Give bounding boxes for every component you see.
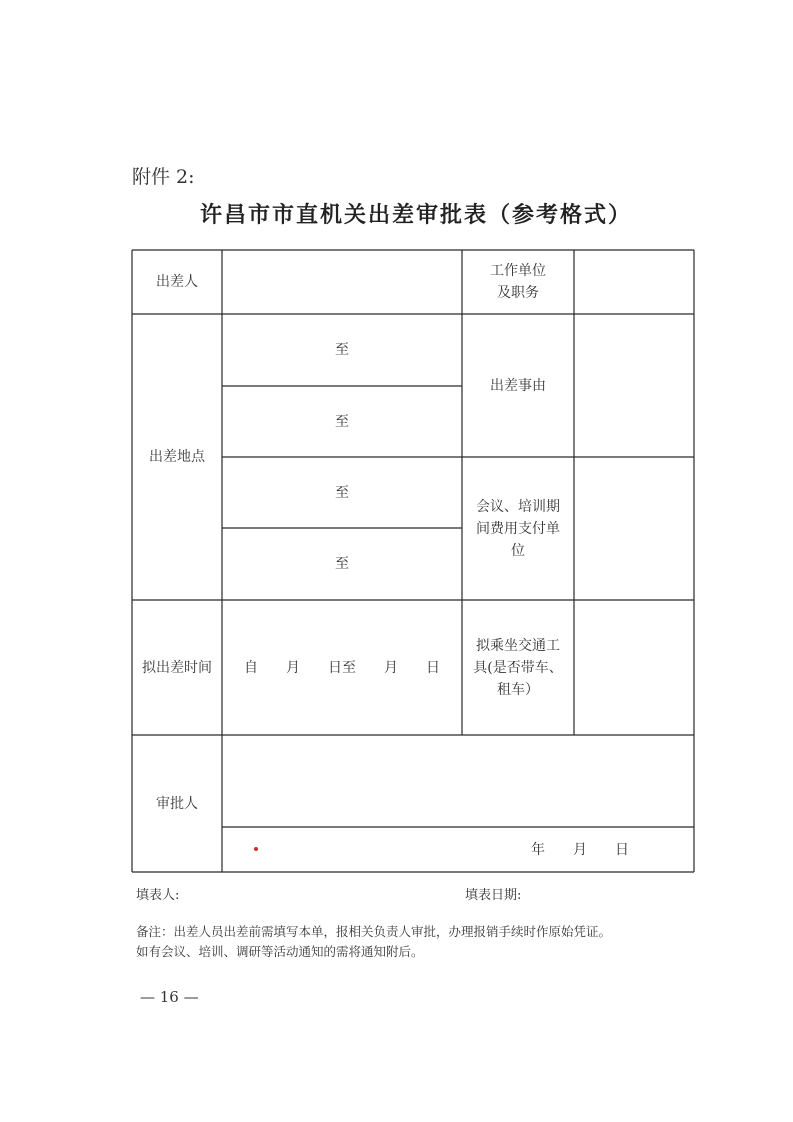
transport-field[interactable] xyxy=(574,600,694,735)
destination-row-4[interactable]: 至 xyxy=(335,556,349,572)
traveler-label: 出差人 xyxy=(156,274,198,290)
travel-time-label: 拟出差时间 xyxy=(142,659,212,676)
approver-signature-field[interactable] xyxy=(222,735,694,827)
unit-position-label: 工作单位 及职务 xyxy=(490,263,546,301)
form-title: 许昌市市直机关出差审批表（参考格式） xyxy=(199,202,632,228)
red-mark xyxy=(254,847,258,851)
travel-time-field[interactable]: 自 月 日至 月 日 xyxy=(244,659,440,676)
fill-date-label: 填表日期: xyxy=(465,888,522,903)
traveler-field[interactable] xyxy=(222,250,462,314)
approver-label: 审批人 xyxy=(156,795,198,812)
page-number: — 16 — xyxy=(140,988,199,1006)
attachment-label: 附件 2: xyxy=(132,166,195,188)
transport-label: 拟乘坐交通工 具(是否带车、 租车） xyxy=(473,637,563,698)
approval-date[interactable]: 年 月 日 xyxy=(531,841,629,858)
remark-line-1: 备注：出差人员出差前需填写本单，报相关负责人审批，办理报销手续时作原始凭证。 xyxy=(136,924,612,939)
destination-row-3[interactable]: 至 xyxy=(335,484,349,501)
expense-payer-label: 会议、培训期 间费用支付单 位 xyxy=(476,498,560,559)
destination-row-2[interactable]: 至 xyxy=(335,413,349,430)
filler-label: 填表人: xyxy=(136,888,180,903)
expense-payer-field[interactable] xyxy=(574,457,694,600)
reason-label: 出差事由 xyxy=(490,377,546,394)
remark-line-2: 如有会议、培训、调研等活动通知的需将通知附后。 xyxy=(136,944,424,959)
destination-row-1[interactable]: 至 xyxy=(335,342,349,358)
reason-field[interactable] xyxy=(574,314,694,457)
unit-position-field[interactable] xyxy=(574,250,694,314)
destination-label: 出差地点 xyxy=(149,449,205,465)
